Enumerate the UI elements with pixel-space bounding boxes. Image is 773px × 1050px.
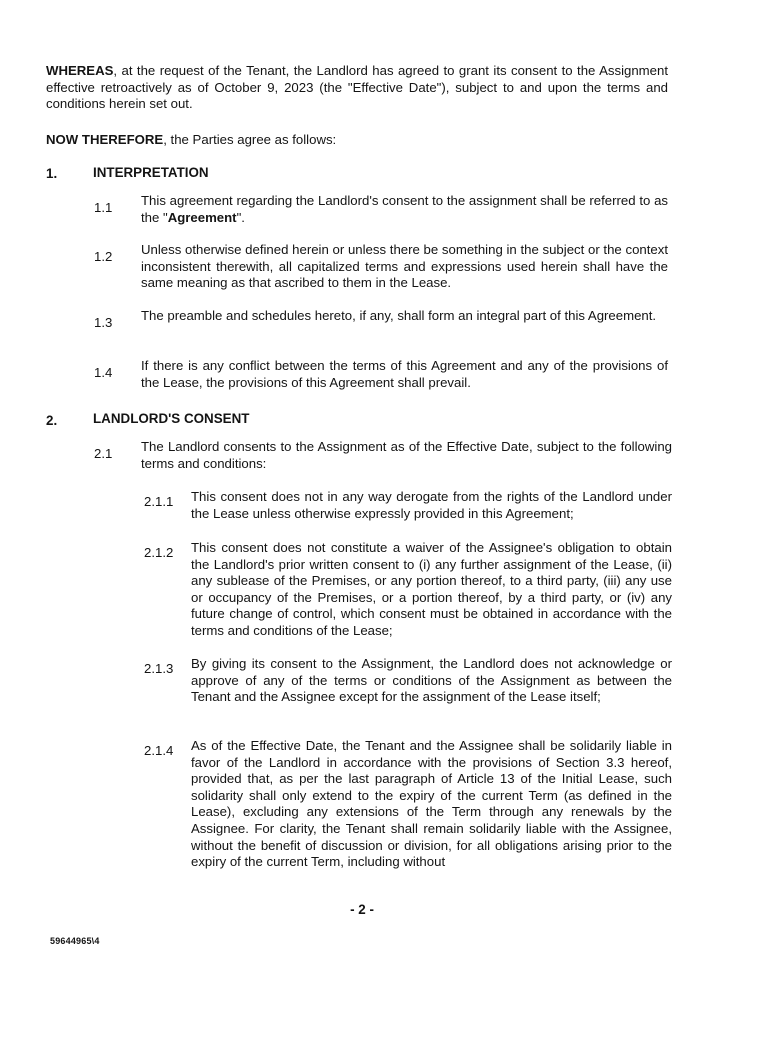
clause-2-1-2-text: This consent does not constitute a waiver of the Assignee's obligation to obtain the Landlord's prior written consent to (i) any further assignment of the Lease, (ii) any sublease of the Premises, or any portion thereof, to a third party, (iii) any use or occupancy of the Premises, or a portion thereof, by a third party, or (iv) any future change of control, which consent must be obtained in accordance with the terms and conditions of the Lease; [191,540,672,638]
clause-1-2-number: 1.2 [94,249,113,264]
clause-1-4-text: If there is any conflict between the terms of this Agreement and any of the provisions of the Lease, the provisions of this Agreement shall prevail. [141,358,668,390]
document-id: 59644965\4 [50,936,100,946]
clause-1-3-number: 1.3 [94,315,113,330]
now-therefore-text: , the Parties agree as follows: [163,132,337,147]
section-2-title: LANDLORD'S CONSENT [93,411,250,426]
clause-1-4-number: 1.4 [94,365,113,380]
clause-1-2-text: Unless otherwise defined herein or unless there be something in the subject or the context inconsistent therewith, all capitalized terms and expressions used herein shall have the same meaning as that ascribed to them in the Lease. [141,242,668,291]
section-1-number: 1. [46,166,58,181]
clause-2-1-3-text: By giving its consent to the Assignment, the Landlord does not acknowledge or approve of any of the terms or conditions of the Assignment as between the Tenant and the Assignee except for the assignment of the Lease itself; [191,656,672,705]
whereas-lead: WHEREAS [46,63,114,78]
now-therefore-paragraph [46,132,668,149]
section-2-number: 2. [46,413,58,428]
now-therefore-lead: NOW THEREFORE [46,132,164,147]
clause-2-1-2-number: 2.1.2 [144,545,174,560]
section-1-title: INTERPRETATION [93,165,209,180]
whereas-text: , at the request of the Tenant, the Landlord has agreed to grant its consent to the Assignment effective retroactively as of October 9, 2023 (the "Effective Date"), subject to and upon the terms and conditions herein set out. [46,63,668,112]
page-number: - 2 - [350,902,374,917]
clause-2-1-4-number: 2.1.4 [144,743,174,758]
defined-term-agreement: Agreement [167,209,237,225]
clause-1-3-text: The preamble and schedules hereto, if any, shall form an integral part of this Agreement. [141,308,657,323]
clause-1-1-text: This agreement regarding the Landlord's consent to the assignment shall be referred to as the "Agreement". [141,193,668,225]
clause-2-1-4-text: As of the Effective Date, the Tenant and the Assignee shall be solidarily liable in favor of the Landlord in accordance with the provisions of Section 3.3 hereof, provided that, as per the last paragraph of Article 13 of the Initial Lease, such solidarity shall only extend to the expiry of the current Term (as defined in the Lease), excluding any extensions of the Term through any renewals by the Assignee. For clarity, the Tenant shall remain solidarily liable with the Assignee, without the benefit of discussion or division, for all obligations arising prior to the expiry of the current Term, including without [191,738,672,870]
clause-1-1-number: 1.1 [94,200,113,215]
clause-2-1-1-number: 2.1.1 [144,494,174,509]
clause-2-1-text: The Landlord consents to the Assignment as of the Effective Date, subject to the following terms and conditions: [141,439,672,471]
whereas-paragraph [46,63,668,113]
clause-2-1-3-number: 2.1.3 [144,661,174,676]
clause-2-1-number: 2.1 [94,446,113,461]
clause-2-1-1-text: This consent does not in any way derogate from the rights of the Landlord under the Lease unless otherwise expressly provided in this Agreement; [191,489,672,521]
